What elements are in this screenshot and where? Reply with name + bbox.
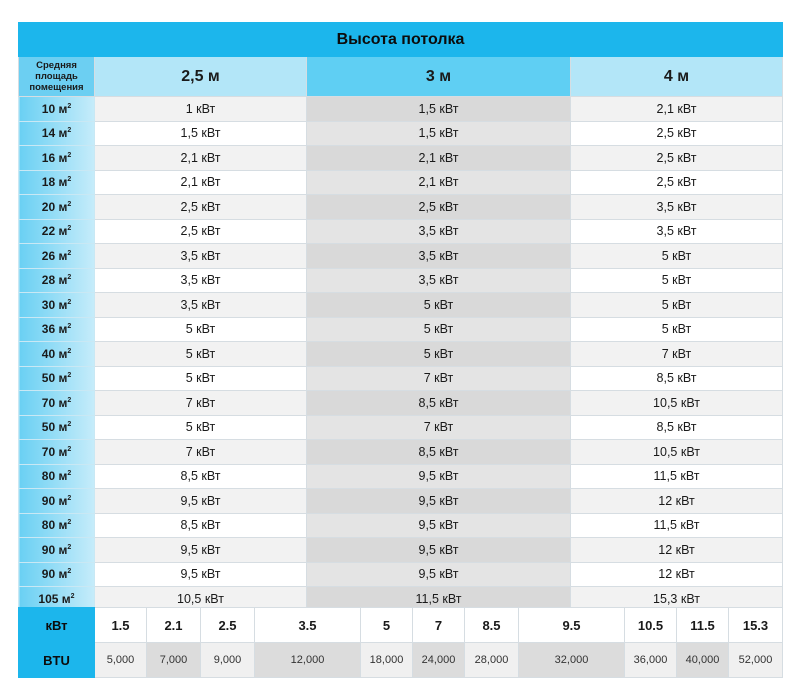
btu-value: 7,000 xyxy=(147,643,201,678)
power-cell-3m: 2,5 кВт xyxy=(307,195,571,220)
power-cell-3m: 8,5 кВт xyxy=(307,440,571,465)
table-row xyxy=(19,415,783,440)
power-cell-3m: 7 кВт xyxy=(307,415,571,440)
area-value: 36 м xyxy=(41,322,68,337)
area-cell xyxy=(19,219,95,244)
kw-value: 2.1 xyxy=(147,608,201,643)
table-row xyxy=(19,97,783,122)
power-cell-2-5m: 2,1 кВт xyxy=(95,146,307,171)
btu-value: 32,000 xyxy=(519,643,625,678)
area-unit-superscript: 2 xyxy=(67,445,72,453)
column-header-3m: 3 м xyxy=(307,57,571,97)
power-cell-4m: 11,5 кВт xyxy=(571,464,783,489)
power-cell-3m: 9,5 кВт xyxy=(307,513,571,538)
power-cell-4m: 2,5 кВт xyxy=(571,170,783,195)
table-row xyxy=(19,538,783,563)
area-value: 10 м xyxy=(41,101,68,116)
power-cell-2-5m: 1,5 кВт xyxy=(95,121,307,146)
btu-row xyxy=(19,643,783,678)
power-cell-4m: 5 кВт xyxy=(571,317,783,342)
table-row xyxy=(19,121,783,146)
table-row xyxy=(19,562,783,587)
area-value: 50 м xyxy=(41,371,68,386)
area-unit-superscript: 2 xyxy=(67,176,72,184)
power-cell-2-5m: 3,5 кВт xyxy=(95,293,307,318)
power-table xyxy=(18,22,783,612)
area-cell xyxy=(19,513,95,538)
power-cell-3m: 3,5 кВт xyxy=(307,268,571,293)
area-cell xyxy=(19,293,95,318)
power-cell-4m: 12 кВт xyxy=(571,562,783,587)
power-cell-4m: 10,5 кВт xyxy=(571,440,783,465)
power-cell-3m: 8,5 кВт xyxy=(307,391,571,416)
area-value: 105 м xyxy=(38,591,71,606)
area-cell xyxy=(19,317,95,342)
btu-value: 40,000 xyxy=(677,643,729,678)
power-cell-2-5m: 7 кВт xyxy=(95,391,307,416)
power-cell-2-5m: 9,5 кВт xyxy=(95,562,307,587)
area-value: 70 м xyxy=(41,395,68,410)
power-cell-2-5m: 7 кВт xyxy=(95,440,307,465)
power-cell-2-5m: 2,5 кВт xyxy=(95,195,307,220)
conversion-table xyxy=(18,607,783,678)
power-cell-3m: 9,5 кВт xyxy=(307,538,571,563)
area-unit-superscript: 2 xyxy=(67,396,72,404)
table-row xyxy=(19,293,783,318)
area-unit-superscript: 2 xyxy=(67,543,72,551)
btu-value: 36,000 xyxy=(625,643,677,678)
power-cell-4m: 11,5 кВт xyxy=(571,513,783,538)
area-value: 90 м xyxy=(41,567,68,582)
column-header-4m: 4 м xyxy=(571,57,783,97)
table-row xyxy=(19,464,783,489)
power-cell-2-5m: 10,5 кВт xyxy=(95,587,307,612)
power-cell-3m: 5 кВт xyxy=(307,342,571,367)
power-cell-4m: 7 кВт xyxy=(571,342,783,367)
power-cell-4m: 12 кВт xyxy=(571,538,783,563)
kw-value: 11.5 xyxy=(677,608,729,643)
kw-value: 1.5 xyxy=(95,608,147,643)
kw-value: 2.5 xyxy=(201,608,255,643)
table-body xyxy=(19,97,783,612)
power-cell-2-5m: 5 кВт xyxy=(95,415,307,440)
btu-value: 5,000 xyxy=(95,643,147,678)
table-row xyxy=(19,366,783,391)
area-unit-superscript: 2 xyxy=(67,298,72,306)
power-cell-3m: 1,5 кВт xyxy=(307,121,571,146)
table-row xyxy=(19,170,783,195)
area-header xyxy=(19,57,95,97)
area-unit-superscript: 2 xyxy=(67,372,72,380)
area-cell xyxy=(19,244,95,269)
power-cell-3m: 1,5 кВт xyxy=(307,97,571,122)
area-unit-superscript: 2 xyxy=(67,421,72,429)
area-unit-superscript: 2 xyxy=(67,323,72,331)
area-value: 20 м xyxy=(41,199,68,214)
area-cell xyxy=(19,391,95,416)
kw-value: 15.3 xyxy=(729,608,783,643)
power-cell-3m: 5 кВт xyxy=(307,317,571,342)
area-unit-superscript: 2 xyxy=(70,592,75,600)
table-row xyxy=(19,342,783,367)
area-unit-superscript: 2 xyxy=(67,274,72,282)
area-cell xyxy=(19,121,95,146)
area-value: 80 м xyxy=(41,469,68,484)
area-value: 80 м xyxy=(41,518,68,533)
power-cell-4m: 10,5 кВт xyxy=(571,391,783,416)
area-cell xyxy=(19,489,95,514)
btu-label: BTU xyxy=(19,643,95,678)
area-unit-superscript: 2 xyxy=(67,102,72,110)
btu-value: 24,000 xyxy=(413,643,465,678)
table-row xyxy=(19,195,783,220)
power-cell-3m: 3,5 кВт xyxy=(307,244,571,269)
kw-label: кВт xyxy=(19,608,95,643)
area-value: 90 м xyxy=(41,493,68,508)
power-cell-4m: 5 кВт xyxy=(571,244,783,269)
title-row xyxy=(19,23,783,57)
power-cell-2-5m: 8,5 кВт xyxy=(95,464,307,489)
area-value: 26 м xyxy=(41,248,68,263)
area-unit-superscript: 2 xyxy=(67,225,72,233)
power-cell-2-5m: 8,5 кВт xyxy=(95,513,307,538)
header-row xyxy=(19,57,783,97)
power-cell-2-5m: 9,5 кВт xyxy=(95,538,307,563)
power-cell-2-5m: 2,5 кВт xyxy=(95,219,307,244)
power-cell-2-5m: 5 кВт xyxy=(95,342,307,367)
power-cell-4m: 5 кВт xyxy=(571,293,783,318)
power-cell-2-5m: 3,5 кВт xyxy=(95,268,307,293)
power-cell-4m: 12 кВт xyxy=(571,489,783,514)
area-cell xyxy=(19,440,95,465)
power-cell-2-5m: 9,5 кВт xyxy=(95,489,307,514)
power-cell-2-5m: 3,5 кВт xyxy=(95,244,307,269)
area-unit-superscript: 2 xyxy=(67,568,72,576)
area-value: 18 м xyxy=(41,175,68,190)
area-value: 70 м xyxy=(41,444,68,459)
power-cell-3m: 5 кВт xyxy=(307,293,571,318)
area-cell xyxy=(19,146,95,171)
area-unit-superscript: 2 xyxy=(67,249,72,257)
kw-value: 9.5 xyxy=(519,608,625,643)
btu-value: 18,000 xyxy=(361,643,413,678)
kw-value: 5 xyxy=(361,608,413,643)
area-value: 90 м xyxy=(41,542,68,557)
table-row xyxy=(19,440,783,465)
power-cell-3m: 7 кВт xyxy=(307,366,571,391)
table-row xyxy=(19,268,783,293)
area-value: 14 м xyxy=(41,126,68,141)
power-cell-3m: 2,1 кВт xyxy=(307,146,571,171)
area-unit-superscript: 2 xyxy=(67,200,72,208)
power-cell-2-5m: 5 кВт xyxy=(95,317,307,342)
area-unit-superscript: 2 xyxy=(67,151,72,159)
btu-value: 12,000 xyxy=(255,643,361,678)
table-row xyxy=(19,317,783,342)
power-cell-4m: 5 кВт xyxy=(571,268,783,293)
table-row xyxy=(19,146,783,171)
kw-value: 3.5 xyxy=(255,608,361,643)
area-value: 40 м xyxy=(41,346,68,361)
power-cell-3m: 9,5 кВт xyxy=(307,464,571,489)
area-cell xyxy=(19,366,95,391)
power-cell-3m: 3,5 кВт xyxy=(307,219,571,244)
power-cell-3m: 9,5 кВт xyxy=(307,489,571,514)
column-header-2-5m: 2,5 м xyxy=(95,57,307,97)
btu-value: 52,000 xyxy=(729,643,783,678)
area-cell xyxy=(19,562,95,587)
kw-value: 7 xyxy=(413,608,465,643)
power-cell-4m: 2,5 кВт xyxy=(571,121,783,146)
area-value: 30 м xyxy=(41,297,68,312)
power-cell-4m: 3,5 кВт xyxy=(571,219,783,244)
power-cell-2-5m: 5 кВт xyxy=(95,366,307,391)
area-unit-superscript: 2 xyxy=(67,127,72,135)
power-cell-4m: 2,1 кВт xyxy=(571,97,783,122)
btu-value: 28,000 xyxy=(465,643,519,678)
area-header-line: Средняя xyxy=(36,60,77,71)
power-cell-4m: 3,5 кВт xyxy=(571,195,783,220)
table-row xyxy=(19,391,783,416)
power-cell-4m: 2,5 кВт xyxy=(571,146,783,171)
power-cell-4m: 8,5 кВт xyxy=(571,415,783,440)
power-cell-4m: 15,3 кВт xyxy=(571,587,783,612)
kw-row xyxy=(19,608,783,643)
area-unit-superscript: 2 xyxy=(67,470,72,478)
table-row xyxy=(19,513,783,538)
kw-value: 10.5 xyxy=(625,608,677,643)
power-cell-4m: 8,5 кВт xyxy=(571,366,783,391)
table-row xyxy=(19,244,783,269)
table-row xyxy=(19,219,783,244)
kw-value: 8.5 xyxy=(465,608,519,643)
area-value: 22 м xyxy=(41,224,68,239)
power-cell-3m: 11,5 кВт xyxy=(307,587,571,612)
power-cell-3m: 2,1 кВт xyxy=(307,170,571,195)
area-unit-superscript: 2 xyxy=(67,347,72,355)
power-cell-2-5m: 2,1 кВт xyxy=(95,170,307,195)
table-row xyxy=(19,489,783,514)
area-cell xyxy=(19,342,95,367)
area-cell xyxy=(19,195,95,220)
area-unit-superscript: 2 xyxy=(67,494,72,502)
area-cell xyxy=(19,538,95,563)
area-header-line: помещения xyxy=(29,82,84,93)
area-cell xyxy=(19,170,95,195)
area-value: 16 м xyxy=(41,150,68,165)
area-cell xyxy=(19,97,95,122)
area-value: 28 м xyxy=(41,273,68,288)
area-header-line: площадь xyxy=(35,71,78,82)
power-cell-2-5m: 1 кВт xyxy=(95,97,307,122)
power-cell-3m: 9,5 кВт xyxy=(307,562,571,587)
table-title: Высота потолка xyxy=(19,23,783,57)
btu-value: 9,000 xyxy=(201,643,255,678)
area-cell xyxy=(19,464,95,489)
area-unit-superscript: 2 xyxy=(67,519,72,527)
area-cell xyxy=(19,415,95,440)
area-cell xyxy=(19,268,95,293)
area-value: 50 м xyxy=(41,420,68,435)
